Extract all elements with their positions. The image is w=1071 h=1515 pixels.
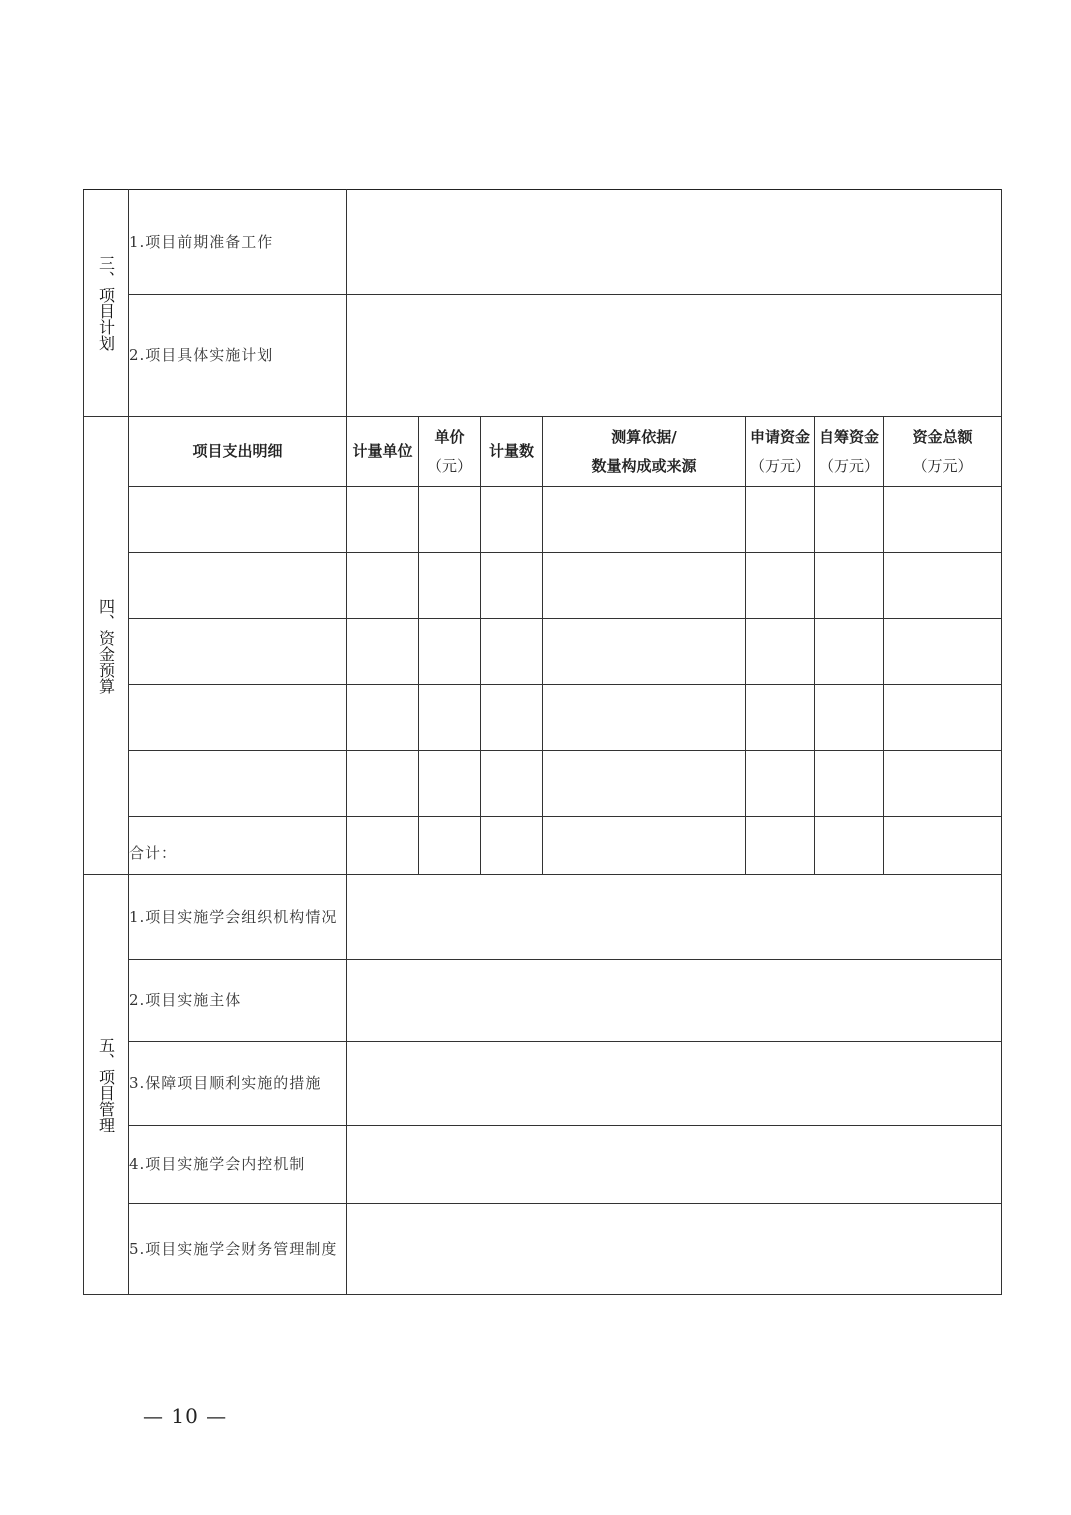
total-cell-unit[interactable]	[347, 817, 419, 875]
budget-cell-price[interactable]	[419, 553, 481, 619]
header-unit: 计量单位	[347, 417, 419, 487]
plan-row-2	[84, 295, 1002, 417]
page-number: — 10 —	[143, 1404, 228, 1428]
budget-cell-price[interactable]	[419, 487, 481, 553]
budget-cell-item[interactable]	[129, 751, 347, 817]
management-row-2	[84, 960, 1002, 1042]
management-row-3	[84, 1042, 1002, 1126]
budget-cell-total[interactable]	[884, 685, 1002, 751]
budget-cell-basis[interactable]	[543, 685, 746, 751]
section-plan-cell	[84, 190, 129, 417]
budget-cell-unit[interactable]	[347, 751, 419, 817]
budget-cell-item[interactable]	[129, 553, 347, 619]
section-budget-cell	[84, 417, 129, 875]
budget-cell-quantity[interactable]	[481, 751, 543, 817]
total-cell-quantity[interactable]	[481, 817, 543, 875]
management-item-input[interactable]	[347, 960, 1002, 1042]
total-cell-requested[interactable]	[746, 817, 815, 875]
budget-cell-price[interactable]	[419, 751, 481, 817]
budget-row	[84, 685, 1002, 751]
total-cell-basis[interactable]	[543, 817, 746, 875]
header-requested-funds: 申请资金 （万元）	[746, 417, 815, 487]
management-item-label: 5.项目实施学会财务管理制度	[129, 1204, 347, 1295]
project-application-form	[83, 189, 1002, 1295]
budget-cell-price[interactable]	[419, 619, 481, 685]
budget-header-row	[84, 417, 1002, 487]
header-self-raised-funds: 自筹资金 （万元）	[815, 417, 884, 487]
management-item-input[interactable]	[347, 1204, 1002, 1295]
budget-cell-requested[interactable]	[746, 619, 815, 685]
plan-item-input[interactable]	[347, 295, 1002, 417]
management-item-label: 1.项目实施学会组织机构情况	[129, 875, 347, 960]
section-management-label: 五、项目管理	[96, 1036, 116, 1133]
budget-cell-item[interactable]	[129, 685, 347, 751]
budget-cell-unit[interactable]	[347, 487, 419, 553]
budget-cell-total[interactable]	[884, 553, 1002, 619]
section-plan-label: 三、项目计划	[96, 255, 116, 351]
plan-item-label: 2.项目具体实施计划	[129, 295, 347, 417]
budget-cell-total[interactable]	[884, 487, 1002, 553]
management-item-label: 3.保障项目顺利实施的措施	[129, 1042, 347, 1126]
management-row-1	[84, 875, 1002, 960]
management-item-label: 4.项目实施学会内控机制	[129, 1126, 347, 1204]
budget-cell-quantity[interactable]	[481, 619, 543, 685]
budget-cell-item[interactable]	[129, 487, 347, 553]
budget-cell-basis[interactable]	[543, 751, 746, 817]
total-cell-self-raised[interactable]	[815, 817, 884, 875]
budget-cell-total[interactable]	[884, 751, 1002, 817]
management-item-label: 2.项目实施主体	[129, 960, 347, 1042]
budget-cell-item[interactable]	[129, 619, 347, 685]
management-item-input[interactable]	[347, 1126, 1002, 1204]
budget-cell-requested[interactable]	[746, 553, 815, 619]
budget-cell-unit[interactable]	[347, 685, 419, 751]
header-unit-price: 单价 （元）	[419, 417, 481, 487]
budget-row	[84, 487, 1002, 553]
header-expense-detail: 项目支出明细	[129, 417, 347, 487]
plan-item-input[interactable]	[347, 190, 1002, 295]
total-cell-price[interactable]	[419, 817, 481, 875]
budget-cell-unit[interactable]	[347, 619, 419, 685]
budget-cell-self-raised[interactable]	[815, 487, 884, 553]
budget-cell-basis[interactable]	[543, 487, 746, 553]
header-quantity: 计量数	[481, 417, 543, 487]
section-budget-label: 四、资金预算	[96, 597, 116, 694]
budget-cell-quantity[interactable]	[481, 685, 543, 751]
budget-cell-basis[interactable]	[543, 553, 746, 619]
budget-total-row	[84, 817, 1002, 875]
budget-cell-total[interactable]	[884, 619, 1002, 685]
budget-cell-self-raised[interactable]	[815, 619, 884, 685]
header-calculation-basis: 测算依据/ 数量构成或来源	[543, 417, 746, 487]
budget-row	[84, 619, 1002, 685]
management-item-input[interactable]	[347, 1042, 1002, 1126]
budget-cell-self-raised[interactable]	[815, 751, 884, 817]
budget-cell-quantity[interactable]	[481, 553, 543, 619]
budget-cell-requested[interactable]	[746, 685, 815, 751]
header-total-funds: 资金总额 （万元）	[884, 417, 1002, 487]
budget-cell-quantity[interactable]	[481, 487, 543, 553]
total-cell-total[interactable]	[884, 817, 1002, 875]
budget-cell-requested[interactable]	[746, 751, 815, 817]
plan-row-1	[84, 190, 1002, 295]
total-label: 合计：	[129, 817, 347, 875]
section-management-cell	[84, 875, 129, 1295]
budget-cell-price[interactable]	[419, 685, 481, 751]
plan-item-label: 1.项目前期准备工作	[129, 190, 347, 295]
budget-cell-requested[interactable]	[746, 487, 815, 553]
management-row-4	[84, 1126, 1002, 1204]
budget-cell-unit[interactable]	[347, 553, 419, 619]
management-row-5	[84, 1204, 1002, 1295]
budget-cell-self-raised[interactable]	[815, 553, 884, 619]
budget-cell-self-raised[interactable]	[815, 685, 884, 751]
budget-row	[84, 553, 1002, 619]
management-item-input[interactable]	[347, 875, 1002, 960]
budget-row	[84, 751, 1002, 817]
budget-cell-basis[interactable]	[543, 619, 746, 685]
